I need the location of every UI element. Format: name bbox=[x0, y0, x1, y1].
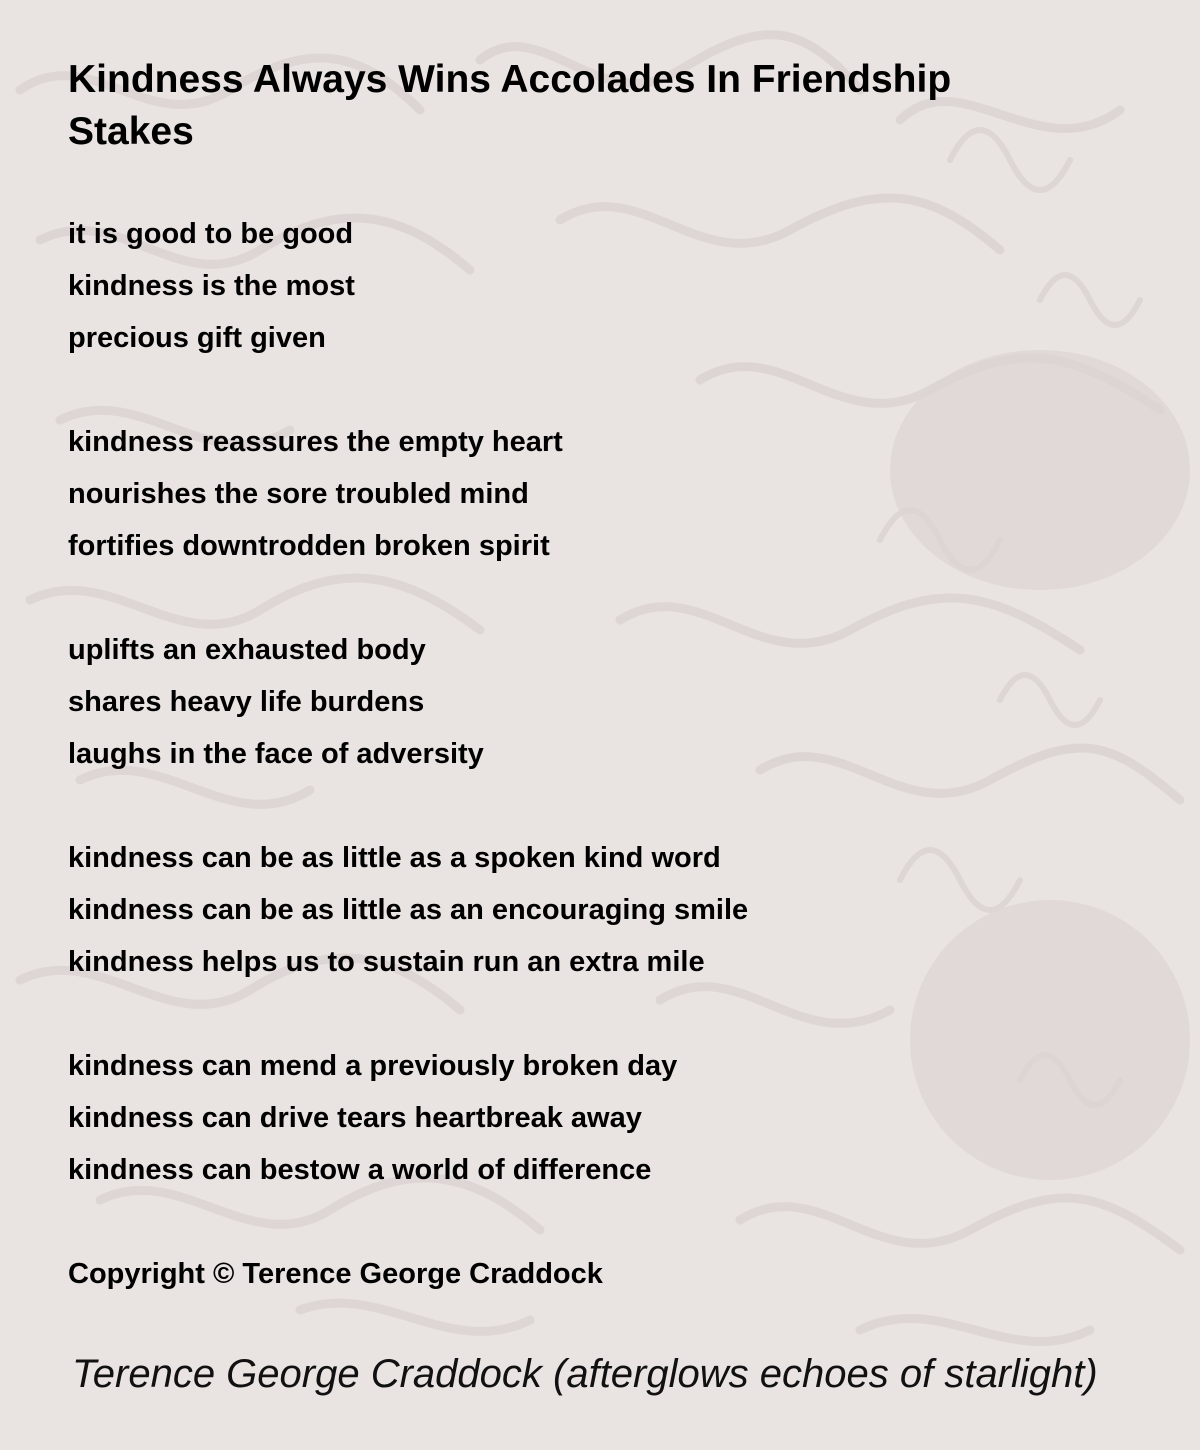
poem-line: kindness can be as little as a spoken kind word bbox=[68, 842, 721, 874]
stanza-3 bbox=[68, 624, 1178, 780]
stanza-1 bbox=[68, 208, 1178, 364]
poem-line: it is good to be good bbox=[68, 218, 354, 250]
poem-line: kindness helps us to sustain run an extra mile bbox=[68, 946, 705, 978]
stanza-2 bbox=[68, 416, 1178, 572]
poem-line: kindness reassures the empty heart bbox=[68, 426, 563, 458]
copyright-notice: Copyright © Terence George Craddock bbox=[68, 1258, 603, 1290]
poem-line: uplifts an exhausted body bbox=[68, 634, 426, 666]
poem-line: kindness can mend a previously broken day bbox=[68, 1050, 678, 1082]
author-attribution: Terence George Craddock (afterglows echoes of starlight) bbox=[72, 1352, 1098, 1396]
poem-line: shares heavy life burdens bbox=[68, 686, 425, 718]
poem-line: precious gift given bbox=[68, 322, 326, 354]
poem-container bbox=[68, 54, 1178, 1300]
poem-line: kindness is the most bbox=[68, 270, 355, 302]
poem-line: kindness can drive tears heartbreak away bbox=[68, 1102, 642, 1134]
poem-line: laughs in the face of adversity bbox=[68, 738, 484, 770]
poem-body bbox=[68, 208, 1178, 1300]
poem-line: nourishes the sore troubled mind bbox=[68, 478, 529, 510]
poem-line: fortifies downtrodden broken spirit bbox=[68, 530, 550, 562]
poem-line: kindness can bestow a world of difference bbox=[68, 1154, 652, 1186]
poem-title: Kindness Always Wins Accolades In Friendship Stakes bbox=[68, 58, 952, 153]
stanza-4 bbox=[68, 832, 1178, 988]
stanza-5 bbox=[68, 1040, 1178, 1196]
poem-line: kindness can be as little as an encouraging smile bbox=[68, 894, 749, 926]
